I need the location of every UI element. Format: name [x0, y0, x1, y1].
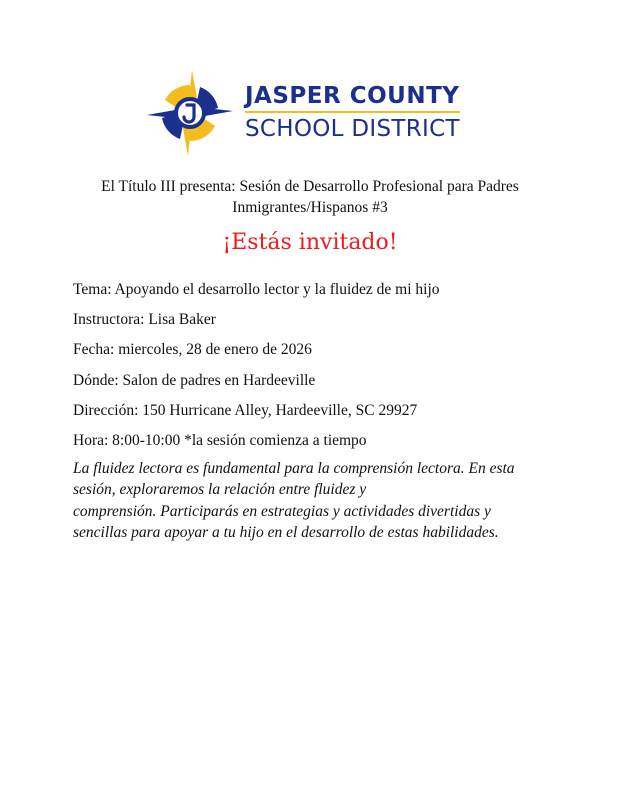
logo-line-2: SCHOOL DISTRICT	[245, 116, 460, 142]
invitation-heading: ¡Estás invitado!	[222, 230, 398, 255]
detail-date: Fecha: miercoles, 28 de enero de 2026	[73, 341, 312, 359]
event-intro	[60, 176, 560, 218]
compass-j-icon	[145, 68, 235, 158]
detail-address: Dirección: 150 Hurricane Alley, Hardeeville, SC 29927	[73, 401, 418, 419]
district-name	[245, 83, 460, 143]
session-description	[73, 458, 543, 543]
detail-topic: Tema: Apoyando el desarrollo lector y la fluidez de mi hijo	[73, 281, 440, 298]
description-line: sesión, exploraremos la relación entre fluidez y	[73, 481, 367, 499]
district-logo	[145, 68, 475, 158]
detail-location: Dónde: Salon de padres en Hardeeville	[73, 371, 316, 389]
event-details	[73, 281, 573, 462]
detail-instructor: Instructora: Lisa Baker	[73, 311, 216, 329]
logo-line-1: JASPER COUNTY	[245, 83, 460, 113]
description-line: comprensión. Participarás en estrategias y actividades divertidas y	[73, 502, 491, 520]
intro-line-2: Inmigrantes/Hispanos #3	[232, 199, 388, 216]
detail-time: Hora: 8:00-10:00 *la sesión comienza a tiempo	[73, 431, 367, 449]
intro-line-1: El Título III presenta: Sesión de Desarrollo Profesional para Padres	[101, 178, 519, 195]
description-line: La fluidez lectora es fundamental para la comprensión lectora. En esta	[73, 460, 515, 477]
description-line: sencillas para apoyar a tu hijo en el desarrollo de estas habilidades.	[73, 523, 499, 541]
